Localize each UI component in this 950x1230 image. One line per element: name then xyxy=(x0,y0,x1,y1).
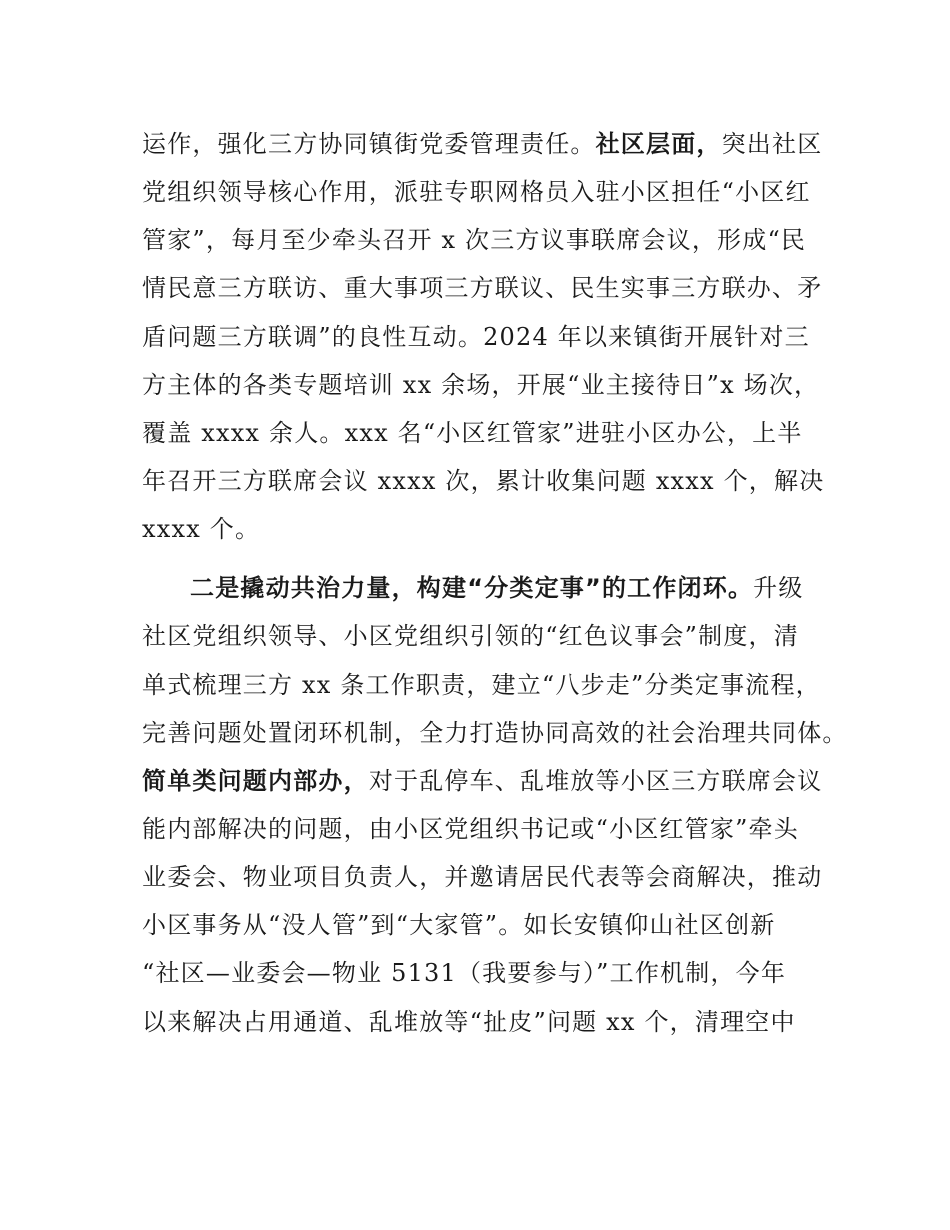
bold-heading-span: 二是撬动共治力量，构建“分类定事”的工作闭环。 xyxy=(190,574,754,602)
bold-heading-span: 简单类问题内部办， xyxy=(142,767,369,795)
text-span: 升级 xyxy=(753,574,804,602)
text-line: 情民意三方联访、重大事项三方联议、民生实事三方联办、矛 xyxy=(142,274,823,302)
text-line: “社区—业委会—物业 5131（我要参与）”工作机制，今年 xyxy=(142,959,787,987)
text-line: 方主体的各类专题培训 xx 余场，开展“业主接待日”x 场次， xyxy=(142,371,820,399)
text-span: 对于乱停车、乱堆放等小区三方联席会议 xyxy=(368,767,823,795)
text-line: 以来解决占用通道、乱堆放等“扯皮”问题 xx 个，清理空中 xyxy=(142,1008,796,1036)
text-span: 突出社区 xyxy=(721,130,823,158)
text-span: 运作，强化三方协同镇街党委管理责任。 xyxy=(142,130,596,158)
text-line: 盾问题三方联调”的良性互动。2024 年以来镇街开展针对三 xyxy=(142,323,810,351)
bold-heading-span: 社区层面， xyxy=(595,130,722,158)
text-line xyxy=(142,766,822,796)
text-line: 能内部解决的问题，由小区党组织书记或“小区红管家”牵头 xyxy=(142,815,799,843)
text-line: 管家”，每月至少牵头召开 x 次三方议事联席会议，形成“民 xyxy=(142,226,807,254)
text-line: 社区党组织领导、小区党组织引领的“红色议事会”制度，清 xyxy=(142,622,799,650)
text-line: 单式梳理三方 xx 条工作职责，建立“八步走”分类定事流程， xyxy=(142,671,821,699)
text-line xyxy=(142,129,822,159)
text-line: xxxx 个。 xyxy=(142,515,261,543)
text-line: 覆盖 xxxx 余人。xxx 名“小区红管家”进驻小区办公，上半 xyxy=(142,419,803,447)
text-line: 业委会、物业项目负责人，并邀请居民代表等会商解决，推动 xyxy=(142,863,823,891)
text-line: 小区事务从“没人管”到“大家管”。如长安镇仰山社区创新 xyxy=(142,911,776,939)
text-line xyxy=(190,573,804,603)
text-line: 完善问题处置闭环机制，全力打造协同高效的社会治理共同体。 xyxy=(142,719,848,747)
text-line: 党组织领导核心作用，派驻专职网格员入驻小区担任“小区红 xyxy=(142,178,811,206)
text-line: 年召开三方联席会议 xxxx 次，累计收集问题 xxxx 个，解决 xyxy=(142,467,825,495)
